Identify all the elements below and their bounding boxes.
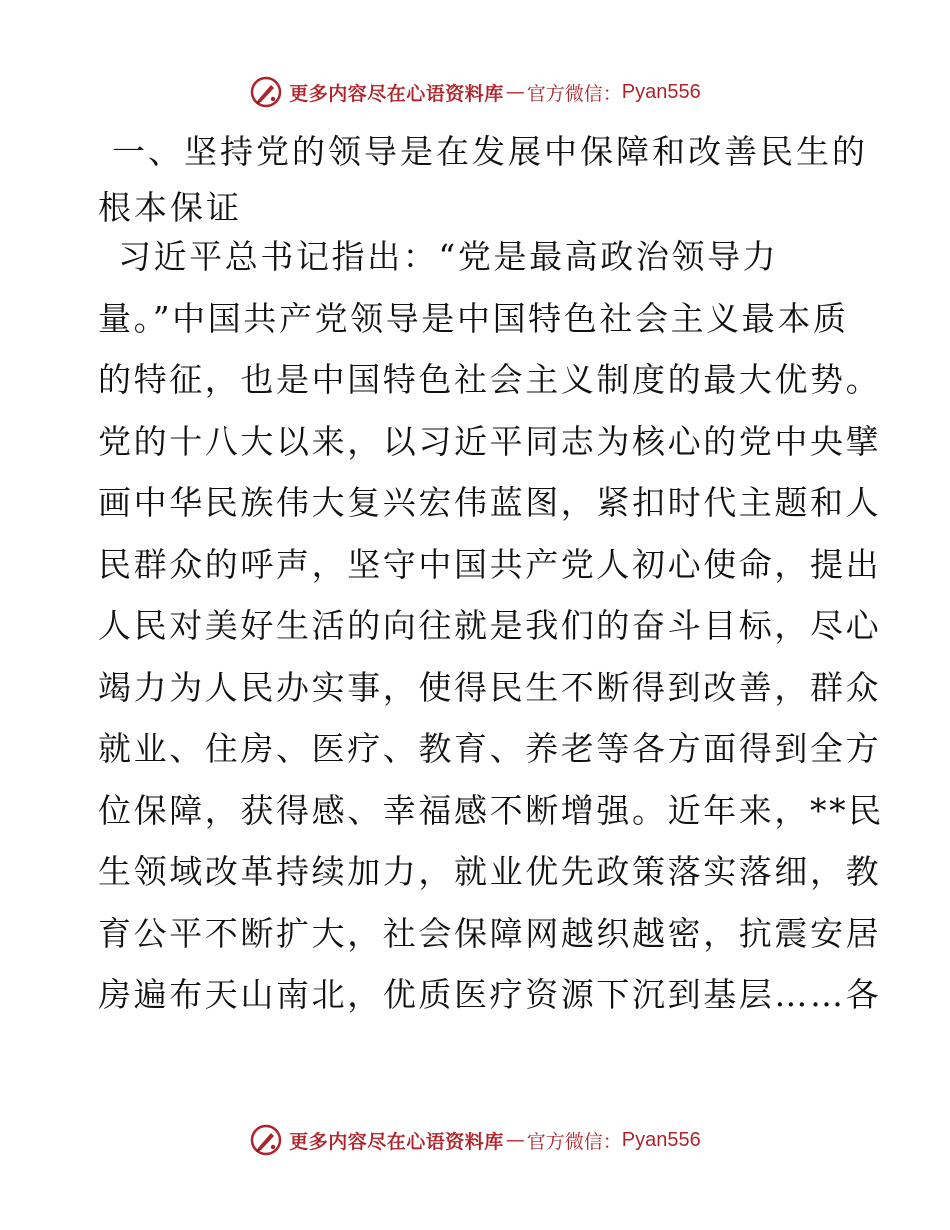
body-line: 人民对美好生活的向往就是我们的奋斗目标，尽心 bbox=[98, 606, 882, 645]
body-line: 就业、住房、医疗、教育、养老等各方面得到全方 bbox=[98, 729, 882, 768]
body-line: 量。”中国共产党领导是中国特色社会主义最本质 bbox=[98, 298, 849, 338]
body-line: 生领域改革持续加力，就业优先政策落实落细，教 bbox=[98, 852, 882, 891]
watermark-text: 更多内容尽在心语资料库 bbox=[289, 1130, 504, 1153]
watermark-label: 官方微信： bbox=[526, 82, 622, 105]
body-line: 竭力为人民办实事，使得民生不断得到改善，群众 bbox=[98, 667, 882, 707]
watermark-header bbox=[0, 72, 950, 112]
section-heading bbox=[98, 124, 868, 236]
pen-logo-icon bbox=[249, 75, 283, 109]
heading-line-2: 根本保证 bbox=[98, 188, 242, 227]
watermark-separator: — bbox=[505, 1129, 525, 1151]
body-paragraph bbox=[98, 226, 884, 1026]
body-line: 的特征，也是中国特色社会主义制度的最大优势。 bbox=[98, 360, 882, 399]
watermark-wechat-id: Pyan556 bbox=[621, 80, 701, 103]
body-line: 房遍布天山南北，优质医疗资源下沉到基层……各 bbox=[98, 975, 882, 1014]
watermark-separator: — bbox=[505, 81, 525, 103]
body-line: 习近平总书记指出：“党是最高政治领导力 bbox=[118, 237, 779, 276]
watermark-label: 官方微信： bbox=[526, 1130, 622, 1153]
heading-line-1: 一、坚持党的领导是在发展中保障和改善民生的 bbox=[112, 132, 868, 171]
pen-logo-icon bbox=[249, 1123, 283, 1157]
body-line: 画中华民族伟大复兴宏伟蓝图，紧扣时代主题和人 bbox=[98, 483, 882, 522]
body-line: 民群众的呼声，坚守中国共产党人初心使命，提出 bbox=[98, 544, 882, 584]
body-line: 位保障，获得感、幸福感不断增强。近年来，**民 bbox=[98, 790, 884, 830]
watermark-text: 更多内容尽在心语资料库 bbox=[289, 82, 504, 105]
body-line: 党的十八大以来，以习近平同志为核心的党中央擘 bbox=[98, 421, 882, 461]
watermark-wechat-id: Pyan556 bbox=[621, 1128, 701, 1151]
watermark-footer bbox=[0, 1120, 950, 1160]
body-line: 育公平不断扩大，社会保障网越织越密，抗震安居 bbox=[98, 913, 882, 953]
